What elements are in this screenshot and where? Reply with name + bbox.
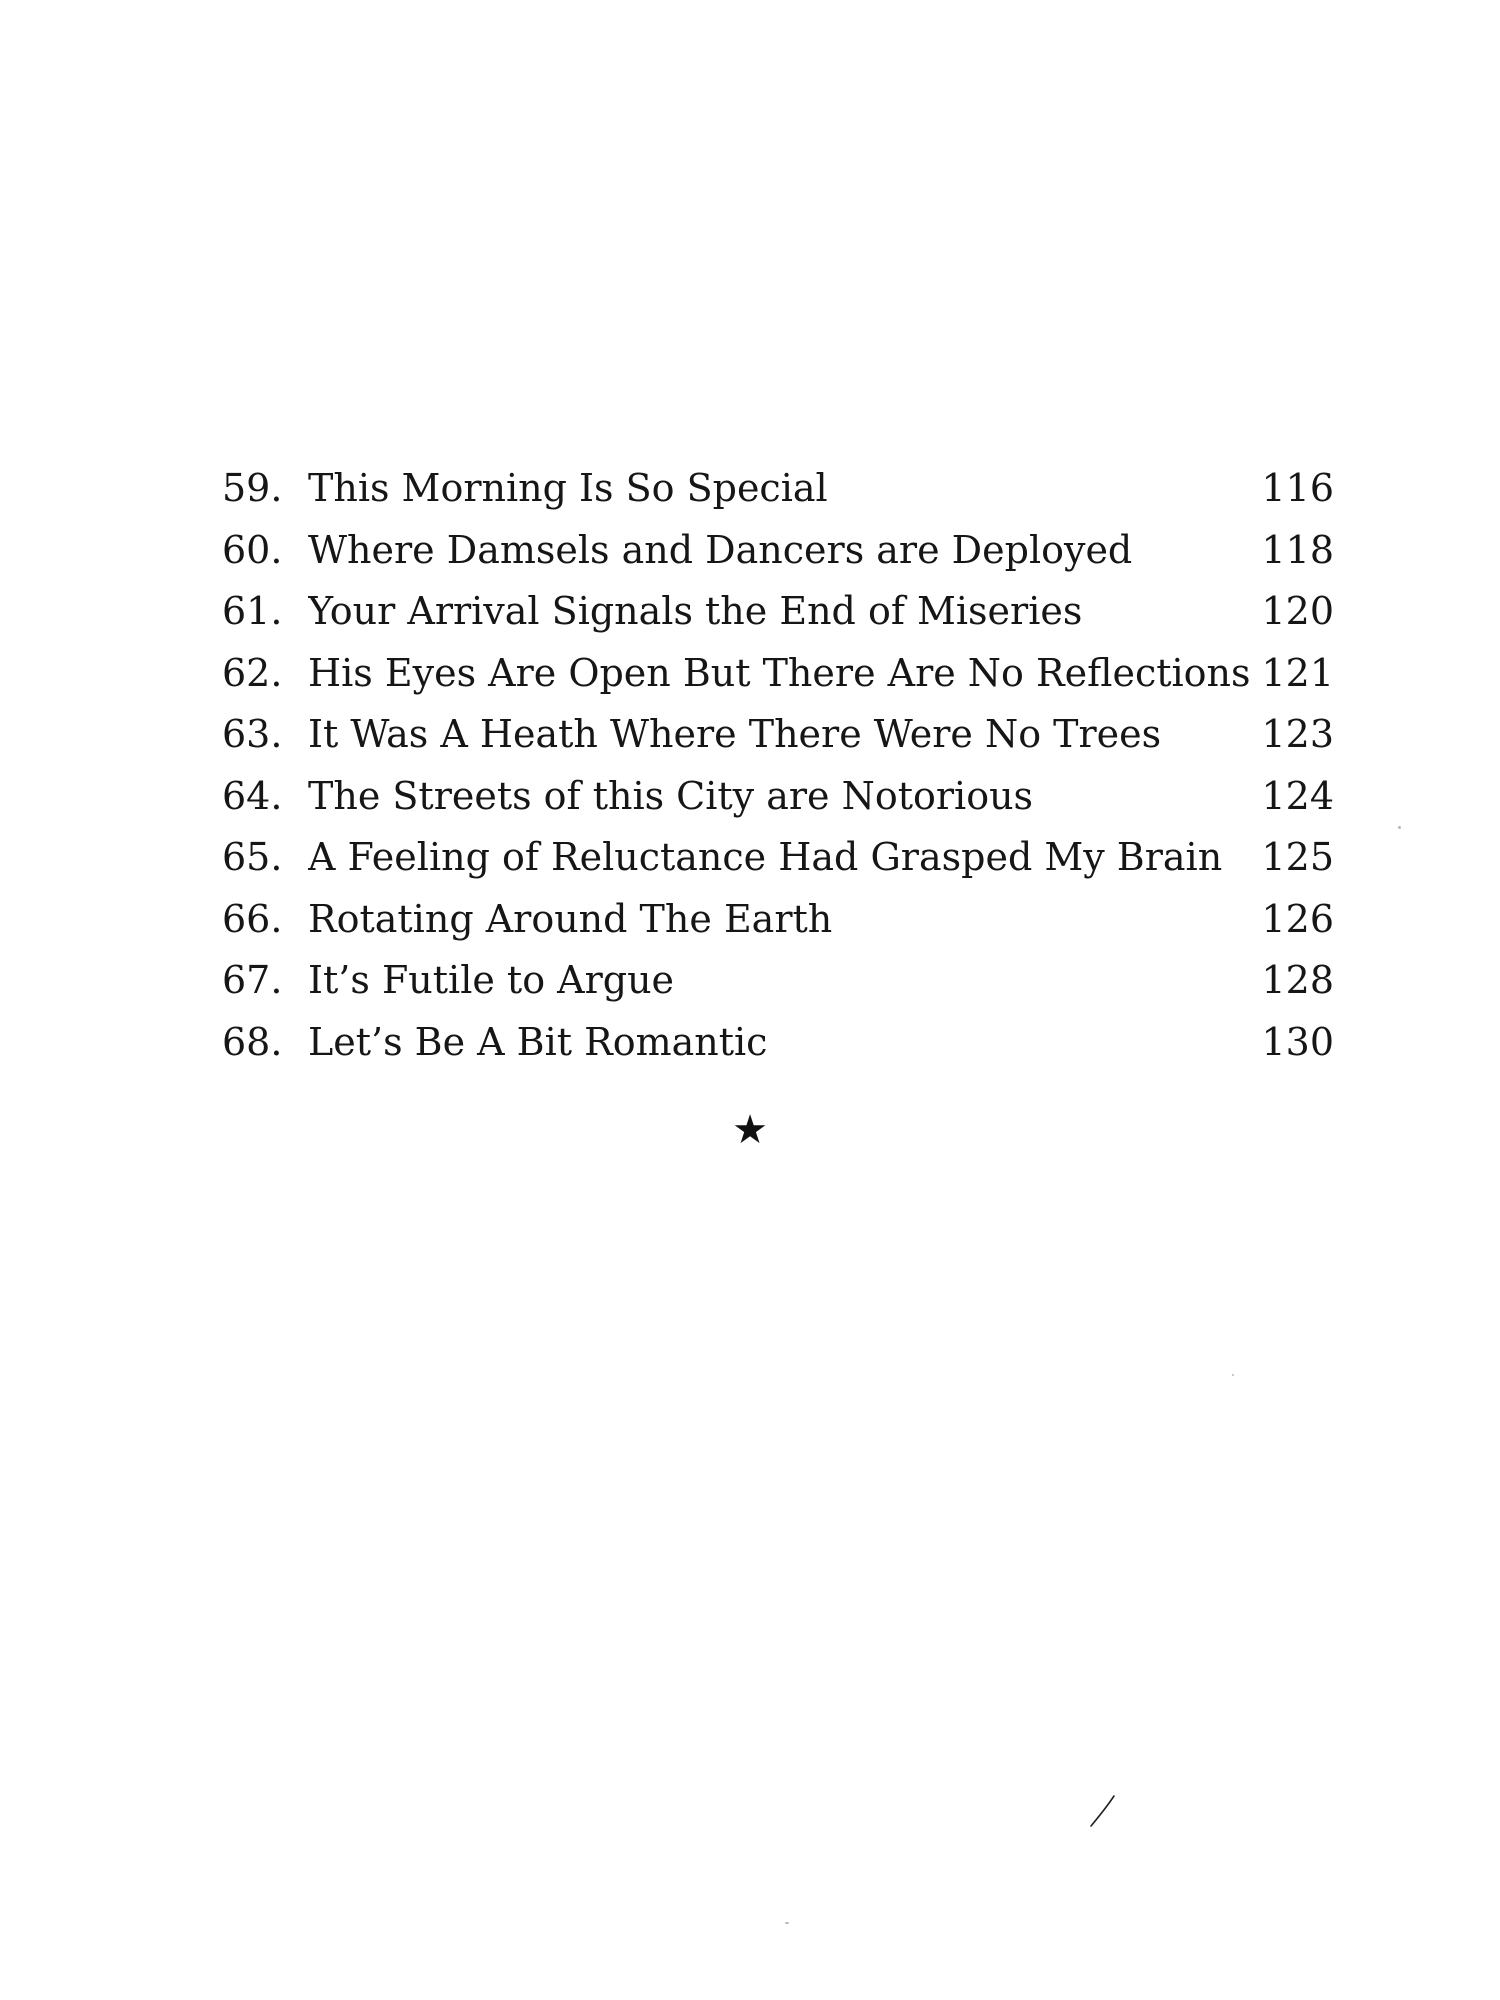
toc-entry: [222, 827, 1334, 889]
toc-entry: [222, 1012, 1334, 1074]
toc-entry-page: 121: [1261, 650, 1334, 695]
toc-entry-number: 66.: [222, 896, 283, 941]
toc-entry-title: Rotating Around The Earth: [308, 896, 833, 941]
toc-entry-page: 125: [1261, 835, 1334, 879]
toc-entry: [222, 704, 1334, 766]
toc-entry: [222, 889, 1334, 951]
toc-entry-title: This Morning Is So Special: [308, 466, 828, 510]
toc-entry-number: 63.: [222, 712, 283, 756]
toc-entry-page: 126: [1261, 896, 1334, 941]
toc-entry: [222, 581, 1334, 643]
paper-speck: [1232, 1374, 1234, 1376]
paper-speck: [785, 1922, 789, 1924]
toc-entry-number: 60.: [222, 527, 283, 572]
toc-entry: [222, 766, 1334, 828]
toc-entry-number: 64.: [222, 773, 283, 818]
toc-entry-number: 67.: [222, 958, 283, 1002]
toc-entry-page: 130: [1261, 1019, 1334, 1064]
toc-entry-number: 61.: [222, 589, 283, 633]
toc-entry-page: 124: [1261, 773, 1334, 818]
toc-entry-page: 123: [1261, 712, 1334, 756]
toc-entry-title: It Was A Heath Where There Were No Trees: [308, 712, 1162, 756]
toc-entry-page: 118: [1261, 527, 1334, 572]
paper-speck: [1398, 826, 1401, 829]
toc-entry-number: 65.: [222, 835, 283, 879]
toc-entry-title: His Eyes Are Open But There Are No Reflections: [308, 650, 1251, 695]
toc-entry: [222, 950, 1334, 1012]
toc-entry-number: 59.: [222, 466, 283, 510]
toc-entry-title: Your Arrival Signals the End of Miseries: [308, 589, 1083, 633]
toc-entry-number: 68.: [222, 1019, 283, 1064]
toc-entry-page: 128: [1261, 958, 1334, 1002]
table-of-contents: [222, 458, 1334, 1073]
toc-entry-title: A Feeling of Reluctance Had Grasped My Brain: [308, 835, 1223, 879]
toc-entry: [222, 458, 1334, 520]
toc-entry-page: 120: [1261, 589, 1334, 633]
toc-entry-title: Where Damsels and Dancers are Deployed: [308, 527, 1133, 572]
toc-entry: [222, 520, 1334, 582]
toc-entry-title: The Streets of this City are Notorious: [308, 773, 1034, 818]
toc-entry-title: It’s Futile to Argue: [308, 958, 675, 1002]
star-icon: ★: [732, 1107, 768, 1153]
toc-entry: [222, 643, 1334, 705]
toc-entry-page: 116: [1261, 466, 1334, 510]
pencil-mark: [1088, 1794, 1116, 1828]
toc-entry-title: Let’s Be A Bit Romantic: [308, 1019, 768, 1064]
toc-entry-number: 62.: [222, 650, 283, 695]
